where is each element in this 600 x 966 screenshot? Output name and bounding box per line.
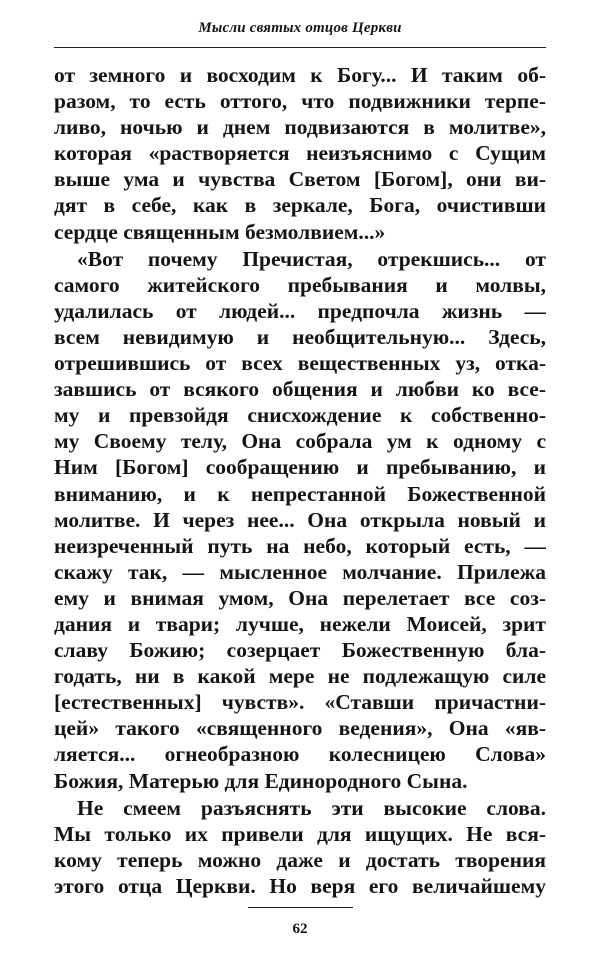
text-line: от земного и восходим к Богу... И таким об- (54, 63, 546, 87)
text-line: ляется... огнеобразною колесницею Слова» (54, 742, 546, 767)
text-line: завшись от всякого общения и любви ко все- (54, 377, 546, 402)
text-line: цей» такого «священного ведения», Она «яв- (54, 716, 546, 741)
text-line: Не смеем разъяснять эти высокие слова. (77, 795, 546, 820)
text-line: этого отца Церкви. Но веря его величайшему (54, 873, 546, 898)
text-line: му и превзойдя снисхождение к собственно- (54, 403, 546, 428)
text-line: удалилась от людей... предпочла жизнь — (54, 298, 546, 323)
running-title: Мысли святых отцов Церкви (198, 20, 402, 36)
text-line: му Своему телу, Она собрала ум к одному с (54, 429, 546, 454)
text-line: молитве. И через нее... Она открыла новый и (54, 507, 546, 532)
text-line: дания и твари; лучше, нежели Моисей, зрит (54, 611, 546, 636)
paragraph-3 (54, 795, 546, 899)
footer-rule (248, 907, 353, 908)
text-line: сердце священным безмолвием...» (54, 219, 386, 244)
text-line: годать, ни в какой мере не подлежащую силе (54, 664, 546, 689)
text-line: славу Божию; созерцает Божественную бла- (54, 638, 546, 663)
paragraph-2 (54, 246, 546, 794)
text-line: Мы только их привели для ищущих. Не вся- (54, 821, 546, 846)
text-line: Ним [Богом] сообращению и пребыванию, и (54, 455, 546, 480)
text-line: которая «растворяется неизъяснимо с Сущим (54, 141, 546, 166)
text-line: всем невидимую и необщительную... Здесь, (54, 324, 546, 349)
body-text (54, 62, 546, 899)
page-number: 62 (292, 921, 308, 937)
text-line: неизреченный путь на небо, который есть, — (54, 533, 546, 558)
text-line: дят в себе, как в зеркале, Бога, очистивши (54, 193, 546, 218)
text-line: Божия, Матерью для Единородного Сына. (54, 768, 468, 793)
text-line: кому теперь можно даже и достать творения (54, 847, 546, 872)
text-line: самого житейского пребывания и молвы, (54, 272, 546, 297)
text-line: «Вот почему Пречистая, отрекшись... от (77, 246, 546, 271)
text-line: отрешившись от всех вещественных уз, отка- (54, 351, 546, 376)
text-line: ливо, ночью и днем подвизаются в молитве», (54, 115, 546, 140)
paragraph-1 (54, 62, 546, 245)
text-line: [естественных] чувств». «Ставши причастни- (54, 690, 546, 715)
text-line: ему и внимая умом, Она перелетает все соз- (54, 585, 546, 610)
header-rule (54, 47, 546, 48)
text-line: выше ума и чувства Светом [Богом], они ви- (54, 167, 546, 192)
text-line: вниманию, и к непрестанной Божественной (54, 481, 546, 506)
text-line: разом, то есть оттого, что подвижники терпе- (54, 89, 546, 114)
text-line: скажу так, — мысленное молчание. Прилежа (54, 559, 546, 584)
